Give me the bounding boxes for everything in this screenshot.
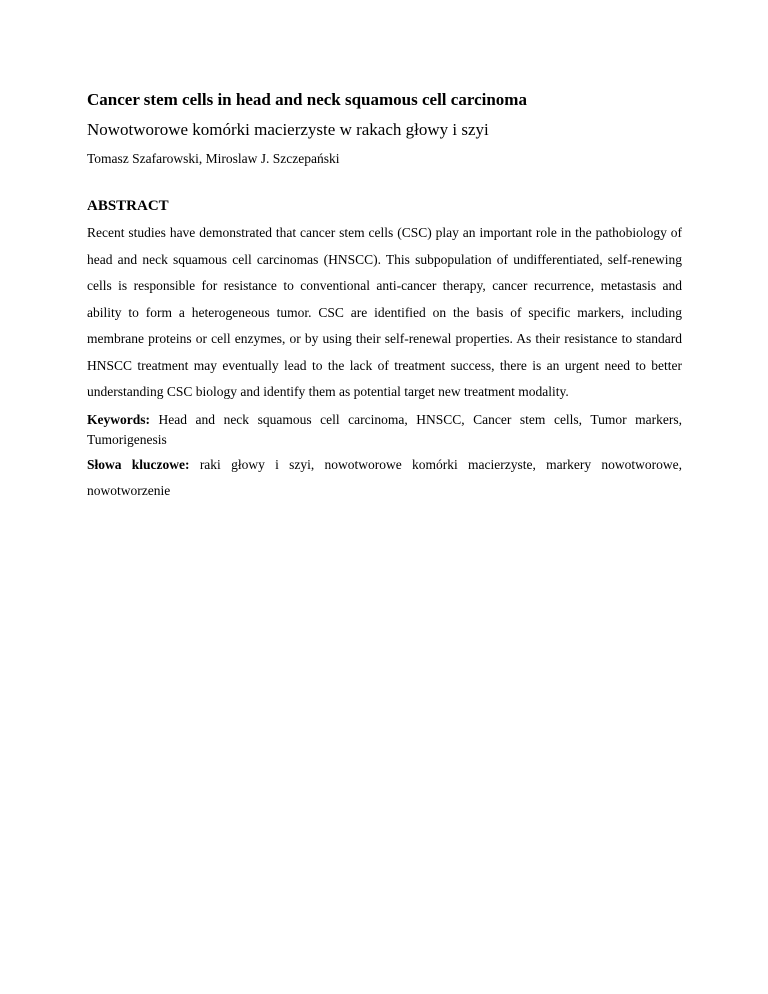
keywords-label: Keywords: — [87, 411, 150, 427]
paper-subtitle-polish: Nowotworowe komórki macierzyste w rakach głowy i szyi — [87, 120, 489, 139]
paper-authors: Tomasz Szafarowski, Miroslaw J. Szczepański — [87, 151, 340, 166]
paper-content — [87, 89, 682, 504]
keywords-polish-label: Słowa kluczowe: — [87, 456, 190, 472]
keywords-text: Head and neck squamous cell carcinoma, HNSCC, Cancer stem cells, Tumor markers, Tumorigenesis — [87, 411, 683, 447]
paper-title: Cancer stem cells in head and neck squamous cell carcinoma — [87, 90, 527, 109]
keywords-polish-text: raki głowy i szyi, nowotworowe komórki macierzyste, markery nowotworowe, nowotworzenie — [87, 456, 683, 498]
abstract-body: Recent studies have demonstrated that cancer stem cells (CSC) play an important role in the pathobiology of head and neck squamous cell carcinomas (HNSCC). This subpopulation of undifferentiated, self-renewing cells is responsible for resistance to conventional anti-cancer therapy, cancer recurrence, metastasis and ability to form a heterogeneous tumor. CSC are identified on the basis of specific markers, including membrane proteins or cell enzymes, or by using their self-renewal properties. As their resistance to standard HNSCC treatment may eventually lead to the lack of treatment success, there is an urgent need to better understanding CSC biology and identify them as potential target new treatment modality. — [87, 225, 682, 399]
keywords-line — [87, 410, 682, 450]
keywords-polish-line — [87, 452, 682, 504]
abstract-heading: ABSTRACT — [87, 198, 169, 214]
